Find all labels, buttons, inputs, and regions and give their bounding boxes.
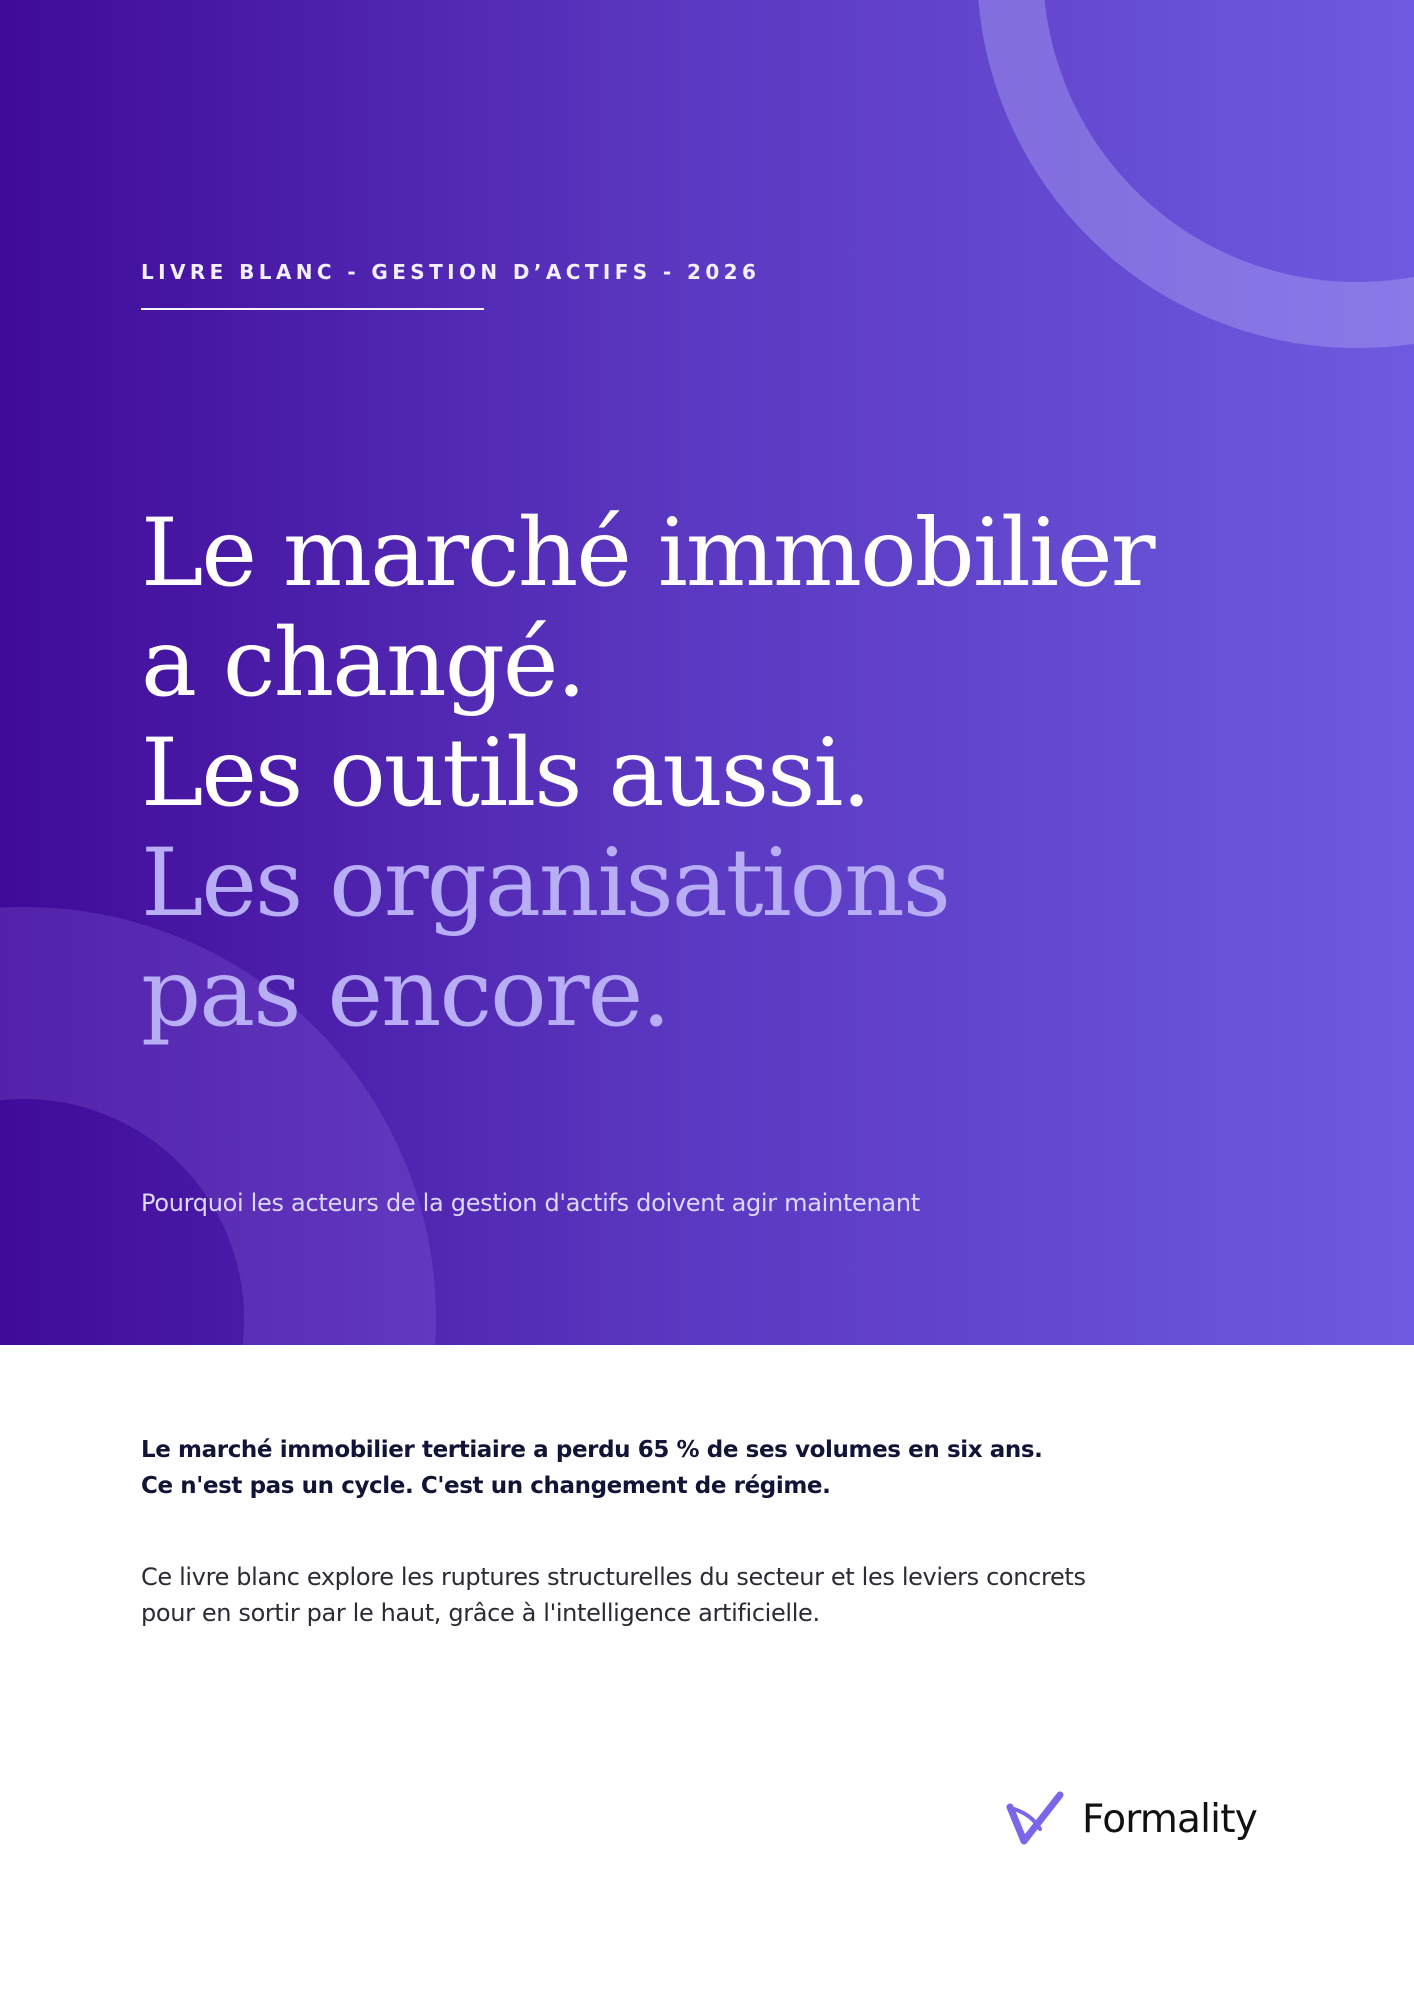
headline-line-1: Le marché immobilier xyxy=(141,499,1154,608)
headline-line-2: a changé. xyxy=(141,609,585,718)
lead-statement-line-1: Le marché immobilier tertiaire a perdu 65 % de ses volumes en six ans. xyxy=(141,1437,1043,1463)
category-underline xyxy=(141,308,484,310)
cover-subtitle: Pourquoi les acteurs de la gestion d'actifs doivent agir maintenant xyxy=(141,1189,920,1217)
summary-line-1: Ce livre blanc explore les ruptures structurelles du secteur et les leviers concrets xyxy=(141,1563,1086,1591)
summary-line-2: pour en sortir par le haut, grâce à l'intelligence artificielle. xyxy=(141,1599,820,1627)
summary-paragraph xyxy=(141,1559,1086,1631)
formality-logo xyxy=(1006,1789,1257,1849)
document-category-label: LIVRE BLANC - GESTION D’ACTIFS - 2026 xyxy=(141,260,761,284)
cover-headline xyxy=(141,499,1154,1049)
top-right-decorative-arc xyxy=(977,0,1414,348)
headline-line-4: Les organisations xyxy=(141,829,950,938)
headline-line-5: pas encore. xyxy=(141,939,670,1048)
lead-statement-line-2: Ce n'est pas un cycle. C'est un changement de régime. xyxy=(141,1473,831,1499)
brand-name: Formality xyxy=(1082,1796,1257,1842)
lead-statement xyxy=(141,1432,1043,1504)
checkmark-logo-icon xyxy=(1006,1789,1066,1849)
headline-line-3: Les outils aussi. xyxy=(141,719,870,828)
